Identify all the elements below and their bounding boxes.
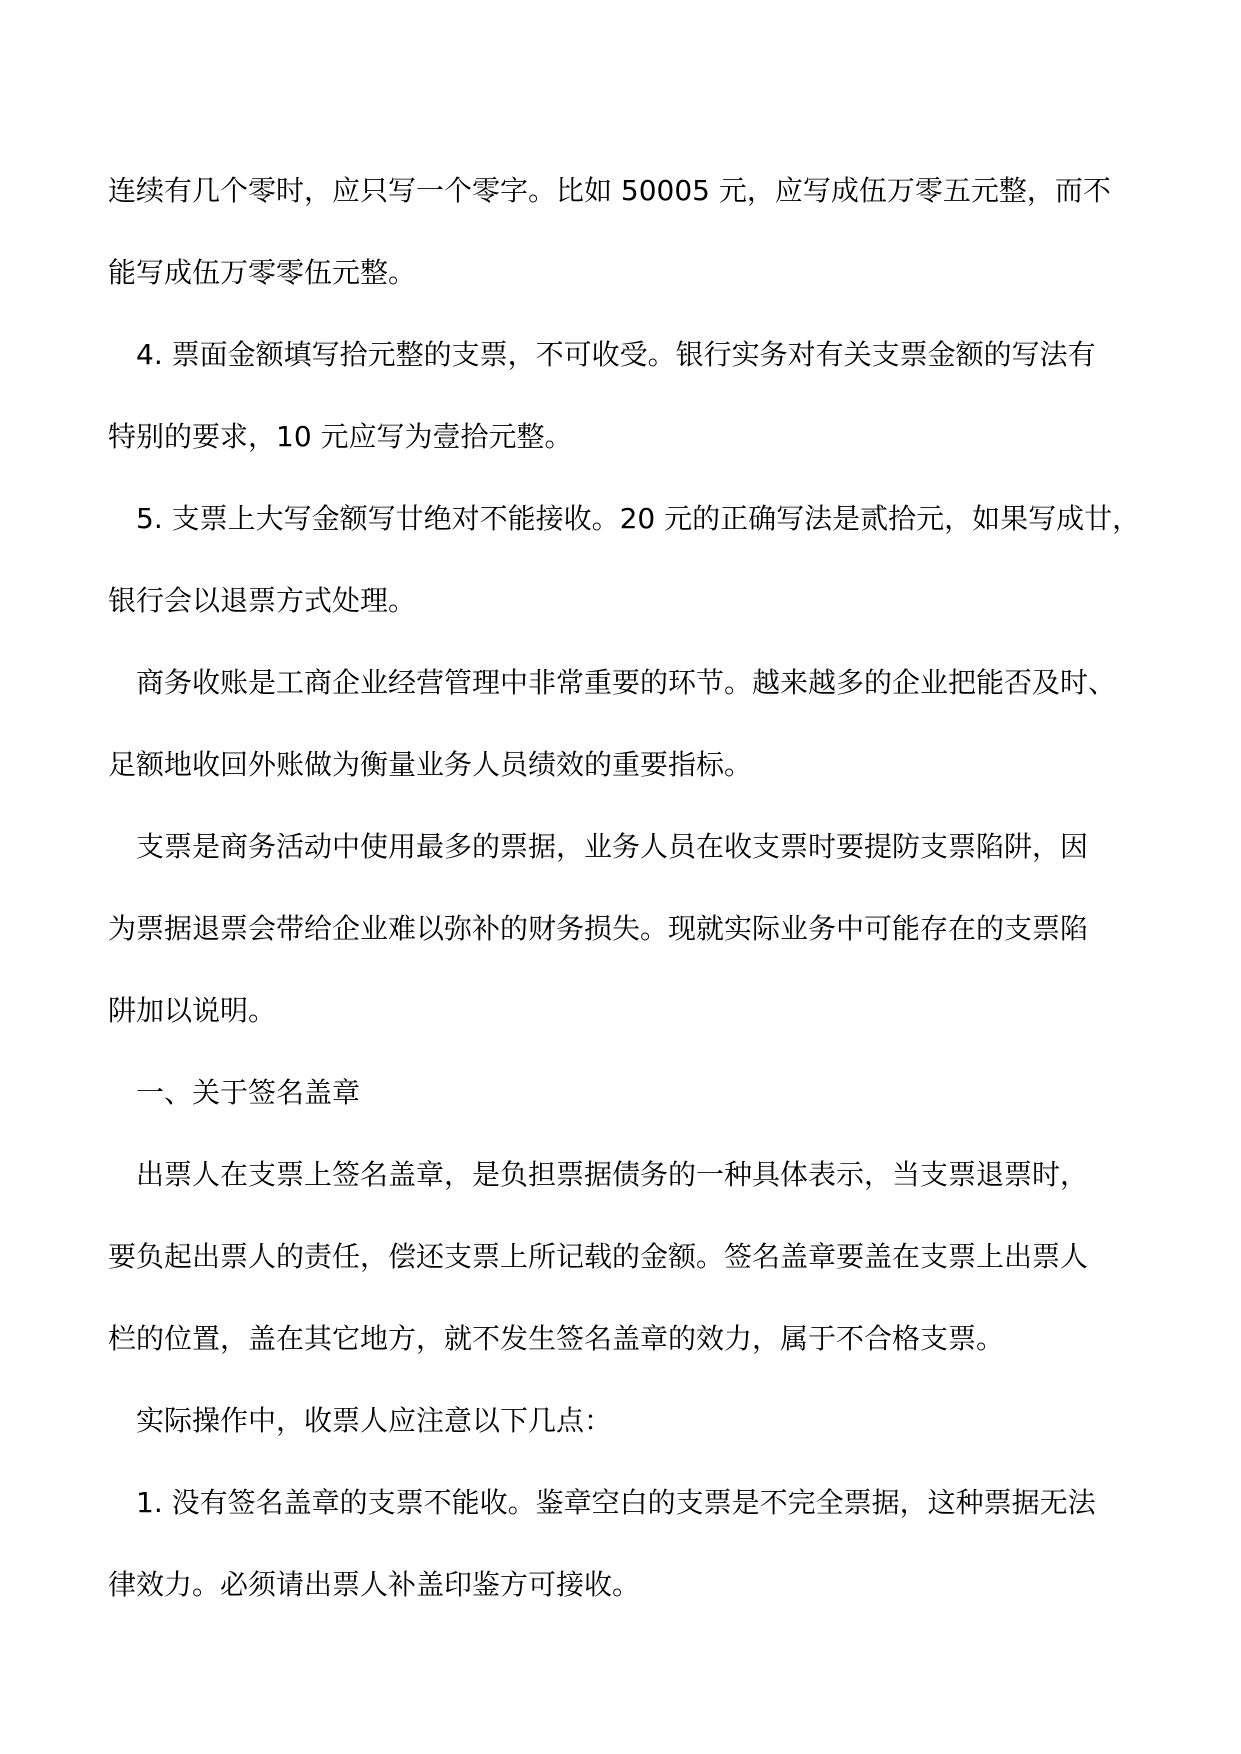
text-line [0,1234,1241,1280]
text-line-content: 能写成伍万零零伍元整。 [108,256,417,289]
text-line [0,578,1241,624]
text-line-content: 为票据退票会带给企业难以弥补的财务损失。现就实际业务中可能存在的支票陷 [108,912,1089,945]
text-line [0,1316,1241,1362]
text-line [0,906,1241,952]
text-line-content: 律效力。必须请出票人补盖印鉴方可接收。 [108,1568,641,1601]
text-line-content: 支票是商务活动中使用最多的票据，业务人员在收支票时要提防支票陷阱，因 [136,830,1089,863]
text-line-content: 一、关于签名盖章 [136,1076,361,1109]
text-line-content: 足额地收回外账做为衡量业务人员绩效的重要指标。 [108,748,753,781]
text-line-content: 栏的位置，盖在其它地方，就不发生签名盖章的效力，属于不合格支票。 [108,1322,1005,1355]
text-line-content: 实际操作中，收票人应注意以下几点： [136,1404,613,1437]
text-line [0,414,1241,460]
section-heading [0,1070,1241,1116]
text-line [0,168,1241,214]
text-line [0,1562,1241,1608]
text-line-content: 5. 支票上大写金额写廿绝对不能接收。20 元的正确写法是贰拾元，如果写成廿， [136,502,1141,535]
text-line-content: 商务收账是工商企业经营管理中非常重要的环节。越来越多的企业把能否及时、 [136,666,1117,699]
text-line [0,1152,1241,1198]
text-line-content: 银行会以退票方式处理。 [108,584,417,617]
text-line [0,660,1241,706]
text-line-content: 阱加以说明。 [108,994,277,1027]
text-line [0,742,1241,788]
text-line [0,1398,1241,1444]
text-line [0,824,1241,870]
text-line-content: 要负起出票人的责任，偿还支票上所记载的金额。签名盖章要盖在支票上出票人 [108,1240,1089,1273]
text-line-content: 4. 票面金额填写拾元整的支票，不可收受。银行实务对有关支票金额的写法有 [136,338,1096,371]
text-line [0,496,1241,542]
text-line-content: 特别的要求，10 元应写为壹拾元整。 [108,420,573,453]
text-line-content: 1. 没有签名盖章的支票不能收。鉴章空白的支票是不完全票据，这种票据无法 [136,1486,1096,1519]
text-line [0,332,1241,378]
text-line [0,1480,1241,1526]
text-line [0,988,1241,1034]
text-line-content: 出票人在支票上签名盖章，是负担票据债务的一种具体表示，当支票退票时， [136,1158,1089,1191]
text-line [0,250,1241,296]
text-line-content: 连续有几个零时，应只写一个零字。比如 50005 元，应写成伍万零五元整，而不 [108,174,1111,207]
